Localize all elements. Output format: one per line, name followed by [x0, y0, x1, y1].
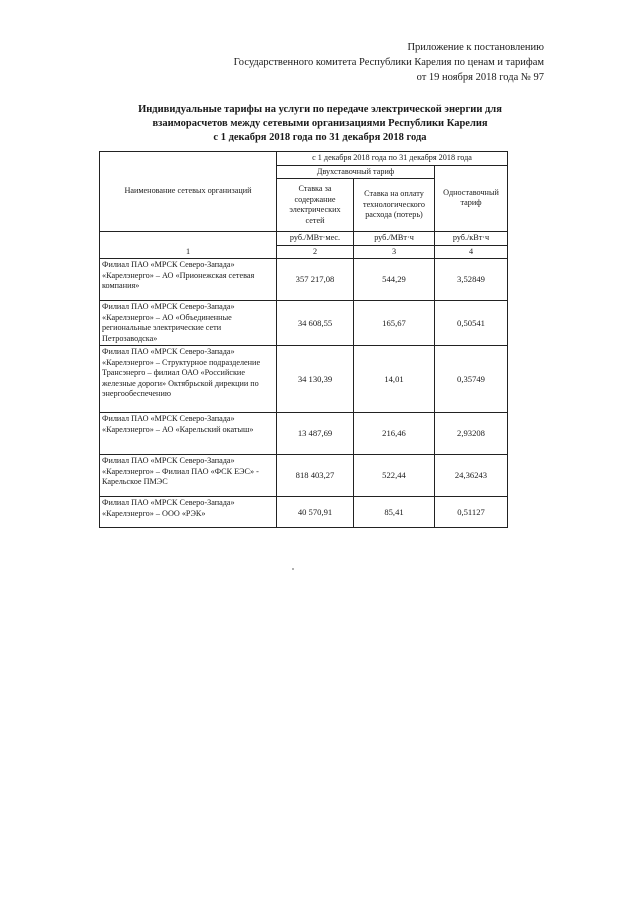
- org-name-cell: Филиал ПАО «МРСК Северо-Запада» «Карелэнерго» – АО «Прионежская сетевая компания»: [100, 259, 277, 301]
- org-name-cell: Филиал ПАО «МРСК Северо-Запада» «Карелэнерго» – АО «Карельский окатыш»: [100, 413, 277, 455]
- unit-losses: руб./МВт·ч: [354, 232, 435, 246]
- maintenance-rate-cell: 13 487,69: [277, 413, 354, 455]
- table-row: [100, 259, 508, 301]
- header-single-rate: Одноставочный тариф: [435, 165, 508, 232]
- maintenance-rate-cell: 818 403,27: [277, 455, 354, 497]
- single-rate-cell: 0,35749: [435, 346, 508, 413]
- title-line-1: Индивидуальные тарифы на услуги по передаче электрической энергии для: [138, 104, 502, 115]
- title-line-2: взаиморасчетов между сетевыми организациями Республики Карелия: [152, 118, 488, 129]
- appendix-header: [234, 40, 544, 85]
- single-rate-cell: 3,52849: [435, 259, 508, 301]
- org-name-cell: Филиал ПАО «МРСК Северо-Запада» «Карелэнерго» – ООО «РЭК»: [100, 497, 277, 528]
- header-two-rate: Двухставочный тариф: [277, 165, 435, 179]
- appendix-line-3: от 19 ноября 2018 года № 97: [416, 72, 544, 83]
- table-row: [100, 413, 508, 455]
- header-rate-maintenance: Ставка за содержание электрических сетей: [277, 179, 354, 232]
- header-col-2: 2: [277, 245, 354, 259]
- header-row-units: [100, 232, 508, 246]
- appendix-line-2: Государственного комитета Республики Карелия по ценам и тарифам: [233, 57, 544, 68]
- header-col-3: 3: [354, 245, 435, 259]
- scan-speck: [292, 568, 294, 570]
- org-name-cell: Филиал ПАО «МРСК Северо-Запада» «Карелэнерго» – Структурное подразделение Трансэнерго – филиал ОАО «Российские железные дороги» Октябрьской дирекции по энергообеспечению: [100, 346, 277, 413]
- maintenance-rate-cell: 40 570,91: [277, 497, 354, 528]
- losses-rate-cell: 14,01: [354, 346, 435, 413]
- losses-rate-cell: 522,44: [354, 455, 435, 497]
- unit-single: руб./кВт·ч: [435, 232, 508, 246]
- header-org-name: Наименование сетевых организаций: [100, 152, 277, 232]
- title-line-3: с 1 декабря 2018 года по 31 декабря 2018 года: [213, 132, 427, 143]
- single-rate-cell: 0,50541: [435, 301, 508, 346]
- header-col-4: 4: [435, 245, 508, 259]
- document-title: [100, 103, 540, 145]
- losses-rate-cell: 216,46: [354, 413, 435, 455]
- table-row: [100, 497, 508, 528]
- header-col-1: 1: [100, 232, 277, 259]
- org-name-cell: Филиал ПАО «МРСК Северо-Запада» «Карелэнерго» – Филиал ПАО «ФСК ЕЭС» - Карельское ПМЭС: [100, 455, 277, 497]
- table-row: [100, 455, 508, 497]
- table-row: [100, 346, 508, 413]
- appendix-line-1: Приложение к постановлению: [407, 42, 544, 53]
- losses-rate-cell: 165,67: [354, 301, 435, 346]
- table-row: [100, 301, 508, 346]
- single-rate-cell: 2,93208: [435, 413, 508, 455]
- header-rate-losses: Ставка на оплату технологического расхода (потерь): [354, 179, 435, 232]
- org-name-cell: Филиал ПАО «МРСК Северо-Запада» «Карелэнерго» – АО «Объединенные региональные электрические сети Петрозаводска»: [100, 301, 277, 346]
- single-rate-cell: 0,51127: [435, 497, 508, 528]
- single-rate-cell: 24,36243: [435, 455, 508, 497]
- losses-rate-cell: 544,29: [354, 259, 435, 301]
- tariffs-table: [99, 151, 508, 528]
- header-period: с 1 декабря 2018 года по 31 декабря 2018 года: [277, 152, 508, 166]
- maintenance-rate-cell: 357 217,08: [277, 259, 354, 301]
- header-row-period: [100, 152, 508, 166]
- maintenance-rate-cell: 34 608,55: [277, 301, 354, 346]
- losses-rate-cell: 85,41: [354, 497, 435, 528]
- unit-maintenance: руб./МВт·мес.: [277, 232, 354, 246]
- maintenance-rate-cell: 34 130,39: [277, 346, 354, 413]
